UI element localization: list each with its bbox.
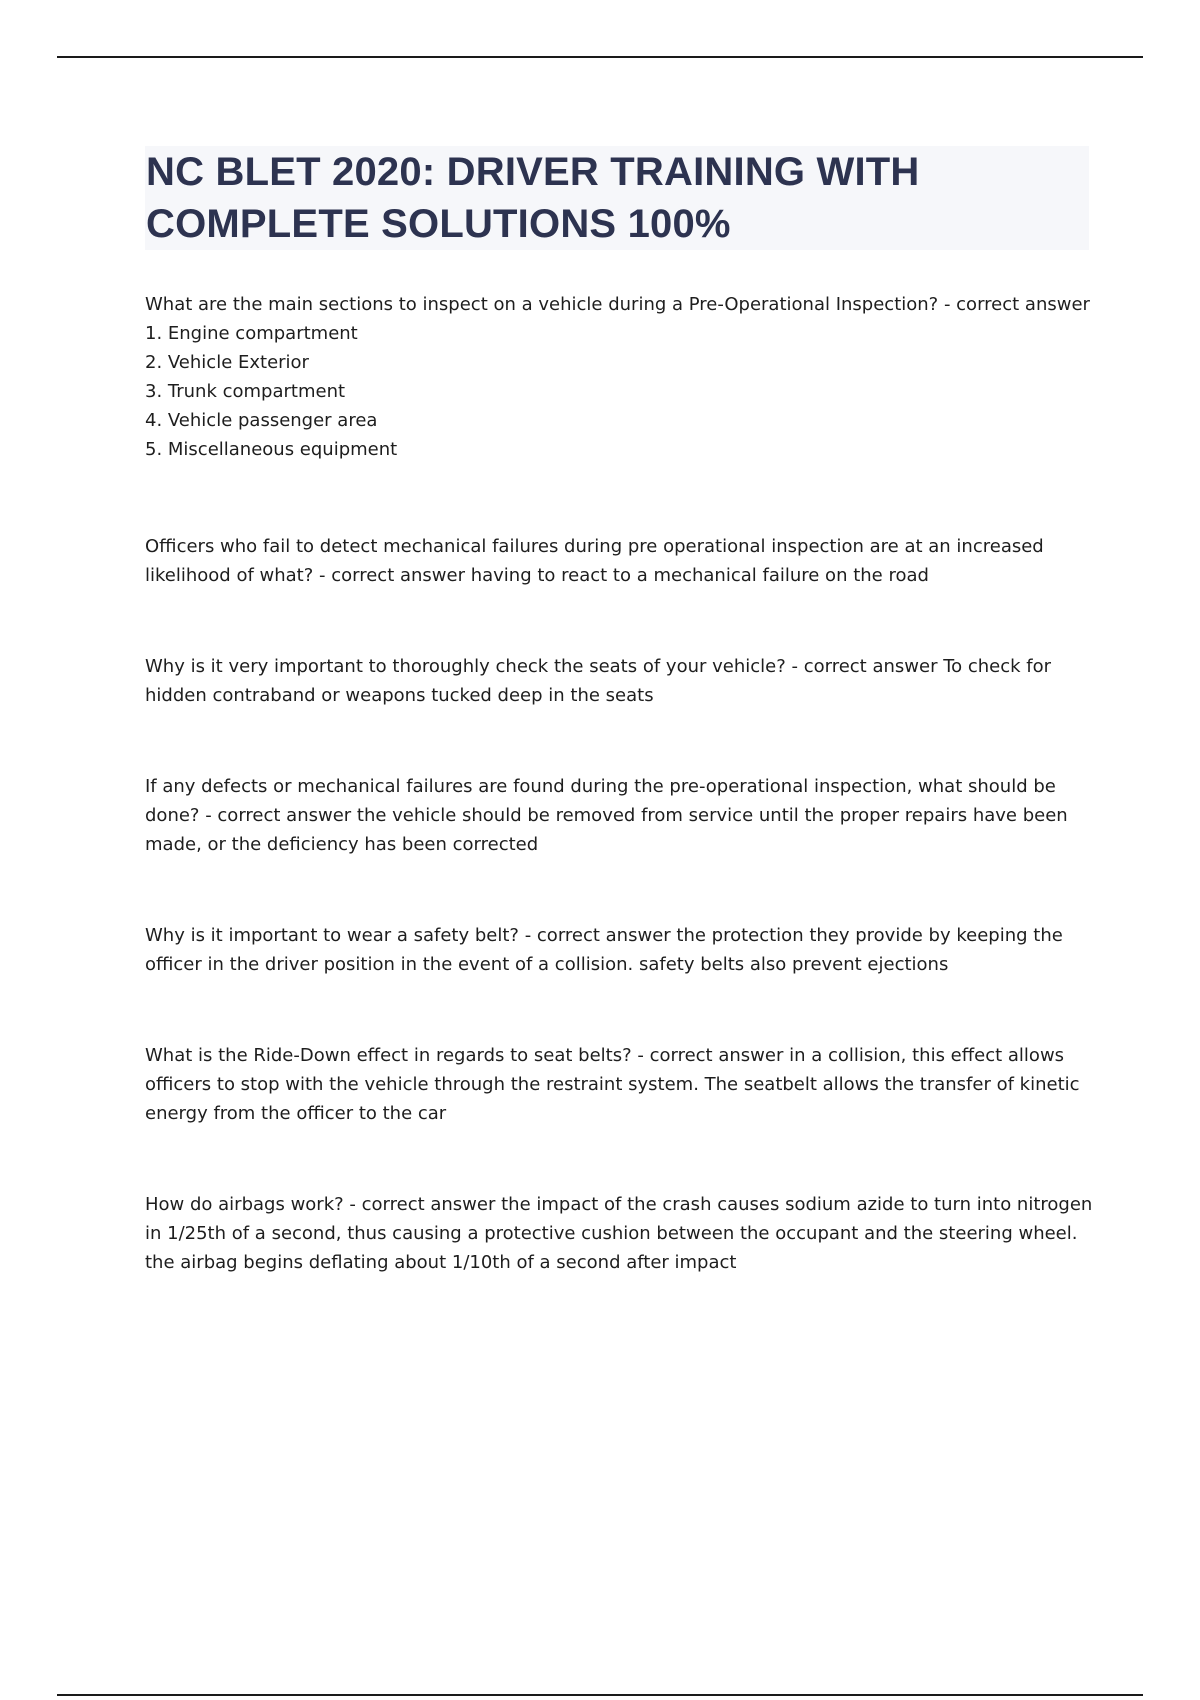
qa-item-3	[145, 652, 1095, 710]
list-item: 1. Engine compartment	[145, 323, 358, 344]
qa-item-2	[145, 532, 1095, 590]
question-text: Officers who fail to detect mechanical failures during pre operational inspection are at an increased likelihood of what? - correct answer having to react to a mechanical failure on the road	[145, 536, 1044, 586]
title-line-2: COMPLETE SOLUTIONS 100%	[146, 202, 731, 246]
document-title	[145, 146, 1089, 250]
list-item: 3. Trunk compartment	[145, 381, 346, 402]
qa-item-6	[145, 1041, 1095, 1128]
title-block	[145, 146, 1089, 250]
header-rule	[57, 56, 1143, 58]
question-text: If any defects or mechanical failures are found during the pre-operational inspection, what should be done? - correct answer the vehicle should be removed from service until the proper repairs have been made, or the deficiency has been corrected	[145, 776, 1068, 855]
qa-item-4	[145, 772, 1095, 859]
question-text: What is the Ride-Down effect in regards to seat belts? - correct answer in a collision, this effect allows officers to stop with the vehicle through the restraint system. The seatbelt allows the transfer of kinetic energy from the officer to the car	[145, 1045, 1080, 1124]
footer-rule	[57, 1694, 1143, 1696]
title-line-1: NC BLET 2020: DRIVER TRAINING WITH	[146, 150, 920, 194]
question-text: What are the main sections to inspect on a vehicle during a Pre-Operational Inspection? - correct answer	[145, 294, 1090, 315]
list-item: 2. Vehicle Exterior	[145, 352, 309, 373]
question-text: Why is it important to wear a safety belt? - correct answer the protection they provide by keeping the officer in the driver position in the event of a collision. safety belts also prevent ejections	[145, 925, 1063, 975]
question-text: Why is it very important to thoroughly check the seats of your vehicle? - correct answer To check for hidden contraband or weapons tucked deep in the seats	[145, 656, 1052, 706]
question-text: How do airbags work? - correct answer the impact of the crash causes sodium azide to turn into nitrogen in 1/25th of a second, thus causing a protective cushion between the occupant and the steering wheel. the airbag begins deflating about 1/10th of a second after impact	[145, 1194, 1093, 1273]
list-item: 5. Miscellaneous equipment	[145, 439, 398, 460]
list-item: 4. Vehicle passenger area	[145, 410, 378, 431]
qa-item-5	[145, 921, 1095, 979]
qa-item-1	[145, 290, 1095, 464]
qa-item-7	[145, 1190, 1095, 1277]
document-body	[145, 290, 1095, 1277]
